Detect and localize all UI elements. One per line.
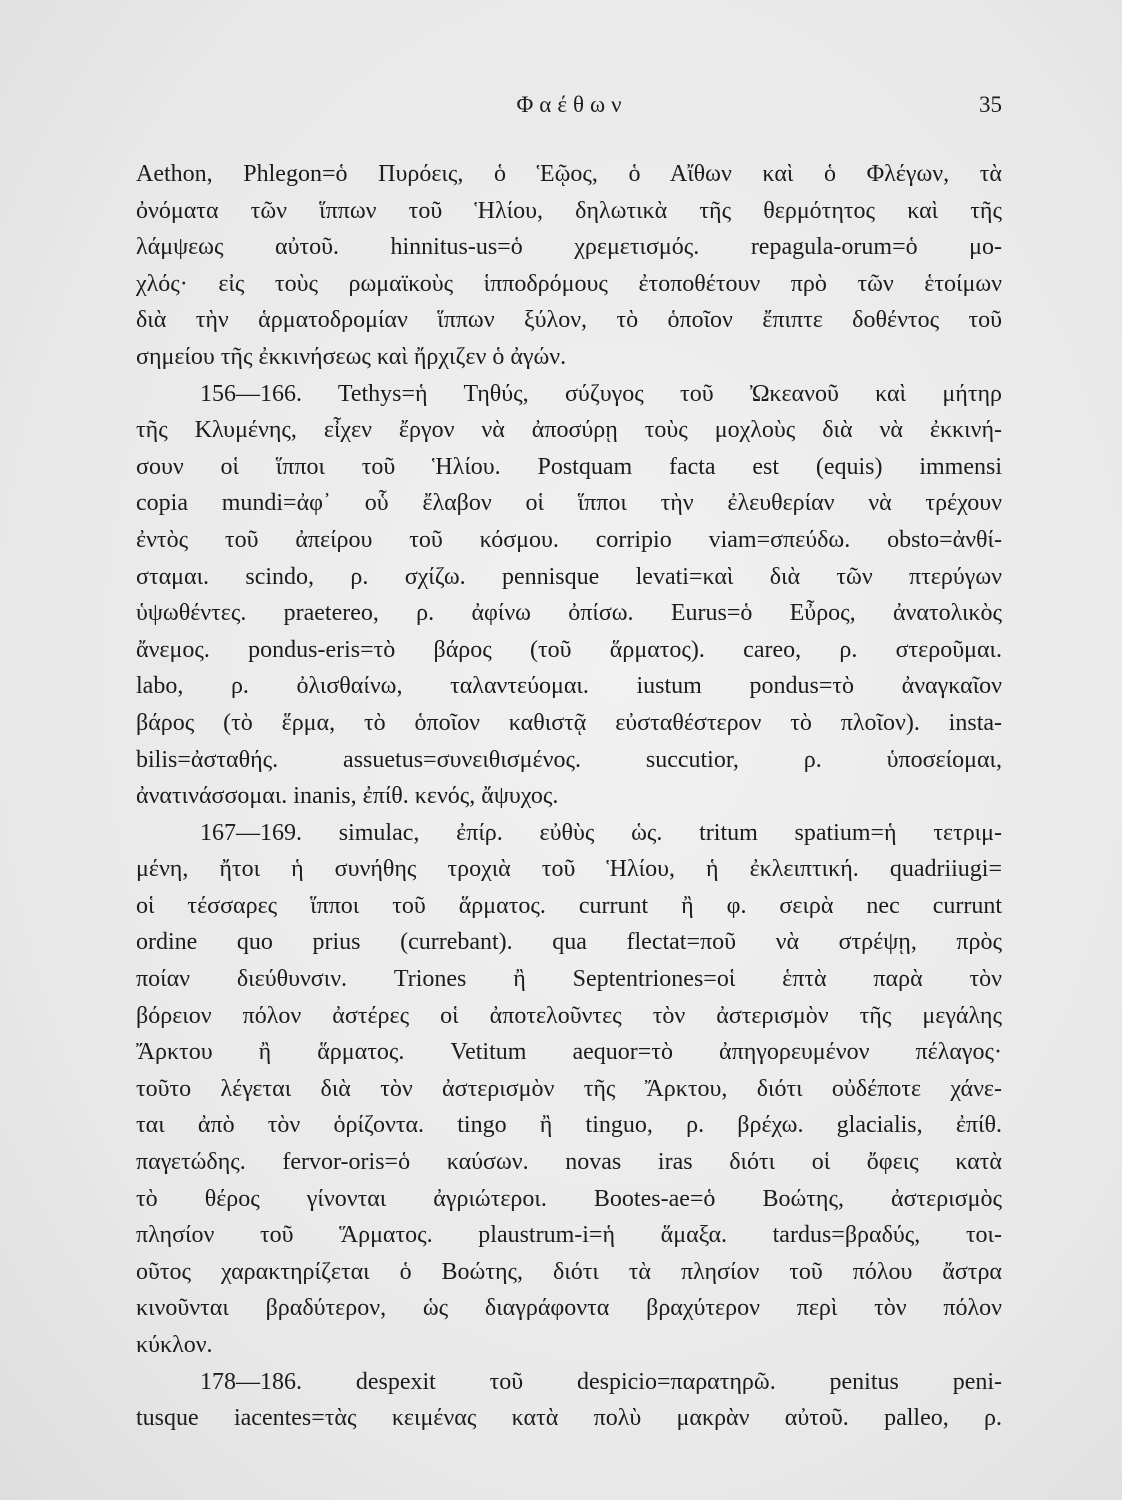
text-line: tusque iacentes=τὰς κειμένας κατὰ πολὺ μακρὰν αὐτοῦ. palleo, ρ. — [136, 1405, 1002, 1432]
text-line: labo, ρ. ὀλισθαίνω, ταλαντεύομαι. iustum pondus=τὸ ἀναγκαῖον — [136, 673, 1002, 700]
text-line: κύκλον. — [136, 1332, 213, 1358]
text-line: 178—186. despexit τοῦ despicio=παρατηρῶ. penitus peni- — [200, 1368, 1002, 1395]
text-line: copia mundi=ἀφ᾿ οὗ ἔλαβον οἱ ἵπποι τὴν ἐλευθερίαν νὰ τρέχουν — [136, 490, 1002, 517]
text-line: ἄνεμος. pondus-eris=τὸ βάρος (τοῦ ἅρματος). careo, ρ. στεροῦμαι. — [136, 636, 1002, 663]
text-line: Ἄρκτου ἢ ἅρματος. Vetitum aequor=τὸ ἀπηγορευμένον πέλαγος· — [136, 1039, 1002, 1066]
text-line: παγετώδης. fervor-oris=ὁ καύσων. novas iras διότι οἱ ὄφεις κατὰ — [136, 1149, 1002, 1176]
page-number: 35 — [979, 92, 1002, 117]
commentary-text — [136, 156, 1002, 1437]
text-line: κινοῦνται βραδύτερον, ὡς διαγράφοντα βραχύτερον περὶ τὸν πόλον — [136, 1295, 1002, 1322]
text-line: χλός· εἰς τοὺς ρωμαϊκοὺς ἱπποδρόμους ἐτοποθέτουν πρὸ τῶν ἑτοίμων — [136, 270, 1002, 297]
text-line: ὀνόματα τῶν ἵππων τοῦ Ἡλίου, δηλωτικὰ τῆς θερμότητος καὶ τῆς — [136, 197, 1002, 224]
text-line: ἀνατινάσσομαι. inanis, ἐπίθ. κενός, ἄψυχος. — [136, 783, 559, 810]
text-line: βόρειον πόλον ἀστέρες οἱ ἀποτελοῦντες τὸν ἀστερισμὸν τῆς μεγάλης — [136, 1002, 1002, 1029]
text-line: μένη, ἤτοι ἡ συνήθης τροχιὰ τοῦ Ἡλίου, ἡ ἐκλειπτική. quadriiugi= — [136, 856, 1002, 883]
text-line: ordine quo prius (currebant). qua flectat=ποῦ νὰ στρέψῃ, πρὸς — [136, 929, 1002, 956]
text-line: ποίαν διεύθυνσιν. Triones ἢ Septentriones=οἱ ἑπτὰ παρὰ τὸν — [136, 966, 1002, 993]
text-line: 167—169. simulac, ἐπίρ. εὐθὺς ὡς. tritum spatium=ἡ τετριμ- — [200, 819, 1002, 846]
text-line: διὰ τὴν ἁρματοδρομίαν ἵππων ξύλον, τὸ ὁποῖον ἔπιπτε δοθέντος τοῦ — [136, 307, 1002, 334]
text-line: τῆς Κλυμένης, εἶχεν ἔργον νὰ ἀποσύρῃ τοὺς μοχλοὺς διὰ νὰ ἐκκινή- — [136, 417, 1002, 444]
text-line: τοῦτο λέγεται διὰ τὸν ἀστερισμὸν τῆς Ἄρκτου, διότι οὐδέποτε χάνε- — [136, 1075, 1002, 1102]
text-line: ται ἀπὸ τὸν ὁρίζοντα. tingo ἢ tinguo, ρ. βρέχω. glacialis, ἐπίθ. — [136, 1112, 1002, 1139]
running-title: Φαέθων — [516, 92, 628, 117]
text-line: οἱ τέσσαρες ἵπποι τοῦ ἅρματος. currunt ἢ φ. σειρὰ nec currunt — [136, 892, 1002, 919]
text-line: ὑψωθέντες. praetereo, ρ. ἀφίνω ὀπίσω. Eurus=ὁ Εὖρος, ἀνατολικὸς — [136, 600, 1002, 627]
page-header — [136, 92, 1002, 132]
text-line: 156—166. Tethys=ἡ Τηθύς, σύζυγος τοῦ Ὠκεανοῦ καὶ μήτηρ — [200, 380, 1002, 407]
text-line: Aethon, Phlegon=ὁ Πυρόεις, ὁ Ἑῷος, ὁ Αἴθων καὶ ὁ Φλέγων, τὰ — [136, 161, 1002, 187]
text-line: οῦτος χαρακτηρίζεται ὁ Βοώτης, διότι τὰ πλησίον τοῦ πόλου ἄστρα — [136, 1258, 1002, 1285]
text-line: τὸ θέρος γίνονται ἀγριώτεροι. Bootes-ae=ὁ Βοώτης, ἀστερισμὸς — [136, 1185, 1002, 1212]
text-line: βάρος (τὸ ἕρμα, τὸ ὁποῖον καθιστᾷ εὐσταθέστερον τὸ πλοῖον). insta- — [136, 709, 1002, 736]
text-line: σουν οἱ ἵπποι τοῦ Ἡλίου. Postquam facta est (equis) immensi — [136, 453, 1002, 480]
text-line: σταμαι. scindo, ρ. σχίζω. pennisque levati=καὶ διὰ τῶν πτερύγων — [136, 563, 1002, 590]
text-line: ἐντὸς τοῦ ἀπείρου τοῦ κόσμου. corripio viam=σπεύδω. obsto=ἀνθί- — [136, 526, 1002, 553]
text-line: σημείου τῆς ἐκκινήσεως καὶ ἤρχιζεν ὁ ἀγών. — [136, 343, 567, 370]
text-line: λάμψεως αὐτοῦ. hinnitus-us=ὁ χρεμετισμός. repagula-orum=ὁ μο- — [136, 234, 1002, 261]
text-line: πλησίον τοῦ Ἅρματος. plaustrum-i=ἡ ἅμαξα. tardus=βραδύς, τοι- — [136, 1222, 1002, 1249]
text-line: bilis=ἀσταθής. assuetus=συνειθισμένος. succutior, ρ. ὑποσείομαι, — [136, 746, 1002, 773]
